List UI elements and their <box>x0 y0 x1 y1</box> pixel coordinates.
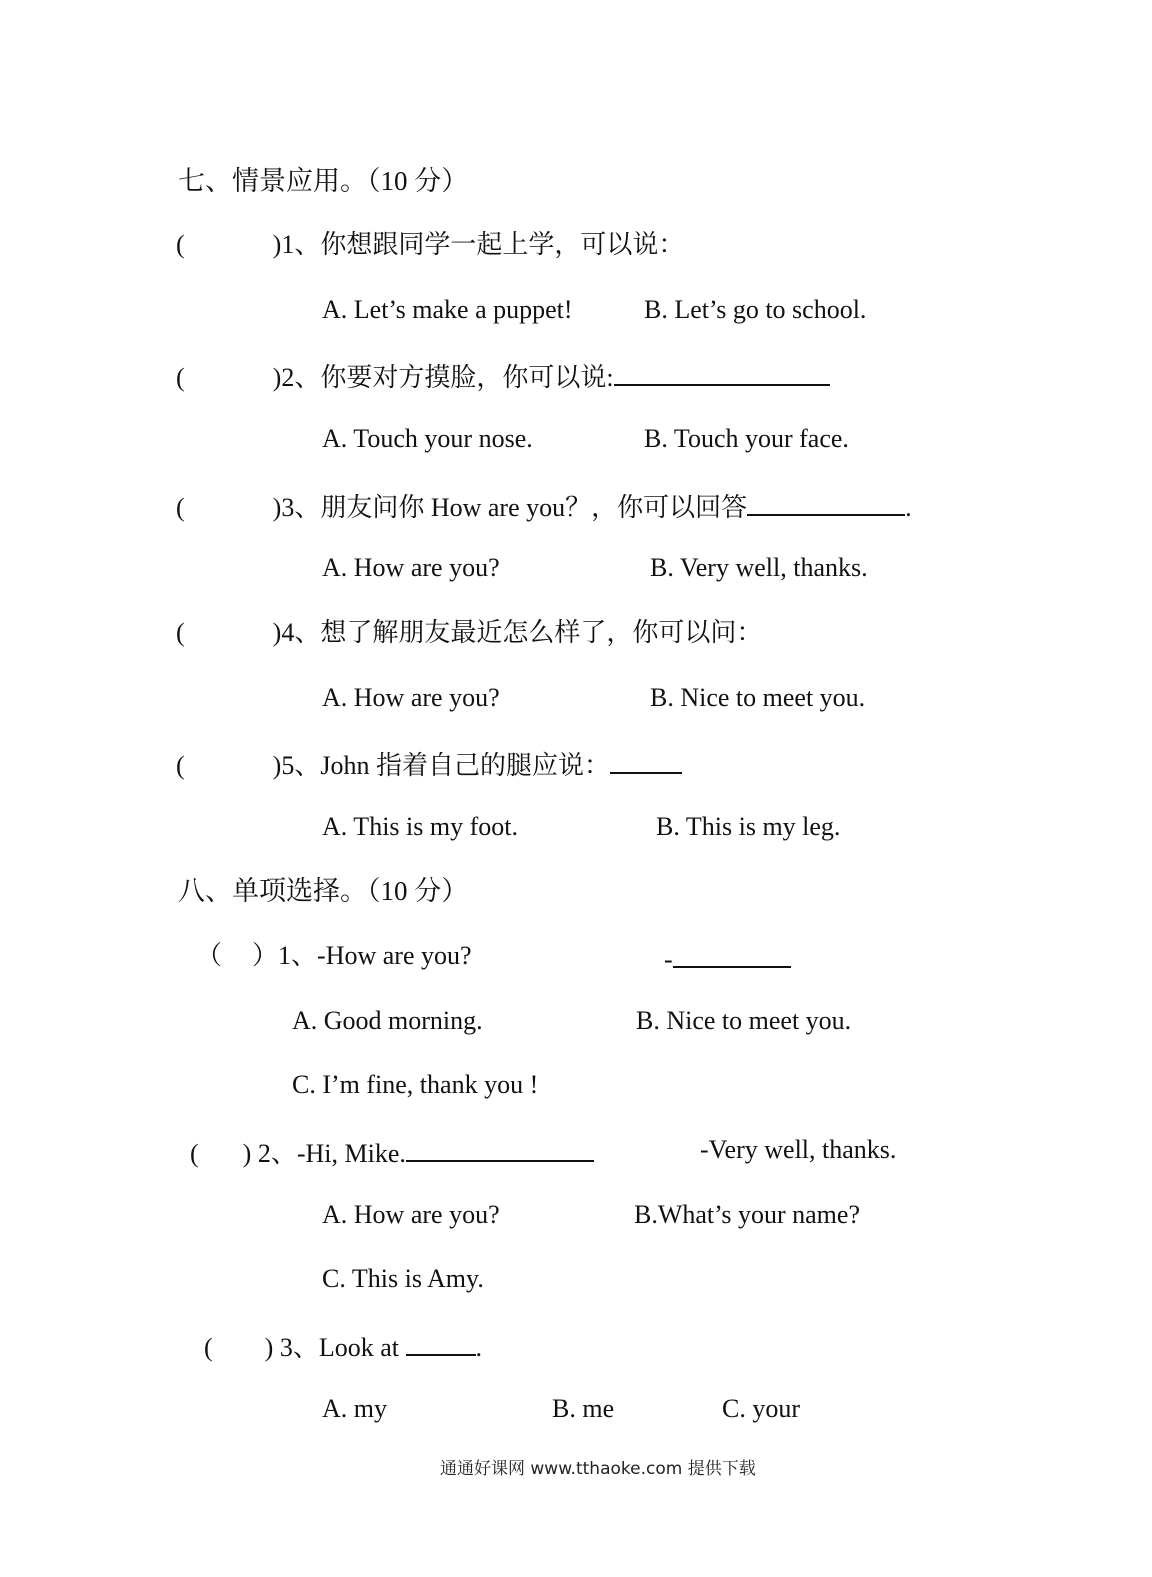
fill-blank[interactable] <box>406 1328 476 1356</box>
option-8-2-a: A. How are you? <box>322 1200 500 1229</box>
option-7-3-a: A. How are you? <box>322 553 500 582</box>
section-8-title: 八、单项选择。（10 分） <box>178 876 469 906</box>
question-number: )3、 <box>272 493 321 522</box>
option-7-3-b: B. Very well, thanks. <box>650 553 868 582</box>
option-7-2-a: A. Touch your nose. <box>322 424 533 453</box>
fill-blank[interactable] <box>747 488 905 516</box>
option-7-2-b: B. Touch your face. <box>644 424 849 453</box>
option-8-3-a: A. my <box>322 1394 387 1423</box>
option-8-3-b: B. me <box>552 1394 615 1423</box>
answer-paren-open: ( <box>176 493 185 522</box>
answer-paren-open: ( <box>176 751 185 780</box>
option-8-1-a: A. Good morning. <box>292 1006 483 1035</box>
answer-paren-open: ( <box>176 618 185 647</box>
question-text: 你要对方摸脸，你可以说: <box>320 363 614 392</box>
fill-blank[interactable] <box>610 746 682 774</box>
option-8-1-c: C. I’m fine, thank you ! <box>292 1070 539 1099</box>
question-text: 朋友问你 How are you？，你可以回答 <box>320 493 748 522</box>
answer-paren-open: ( <box>176 363 185 392</box>
fill-blank[interactable] <box>614 358 830 386</box>
answer-paren-open: ( <box>176 230 185 259</box>
question-number: )4、 <box>272 618 321 647</box>
footer-download-note: 通通好课网 www.tthaoke.com 提供下载 <box>440 1459 756 1479</box>
option-8-2-b: B.What’s your name? <box>634 1200 860 1229</box>
question-8-3 <box>204 1328 482 1364</box>
answer-paren-open: （ <box>196 941 223 970</box>
question-text: Look at <box>318 1333 399 1362</box>
fill-blank[interactable] <box>406 1134 594 1162</box>
fill-blank[interactable] <box>673 940 791 968</box>
question-8-2 <box>190 1134 594 1170</box>
question-7-5 <box>176 746 682 782</box>
option-7-5-b: B. This is my leg. <box>656 812 841 841</box>
question-tail: . <box>475 1333 482 1362</box>
question-text: -Hi, Mike. <box>296 1139 406 1168</box>
question-7-1 <box>176 229 684 261</box>
question-text: -How are you? <box>317 941 472 970</box>
option-7-1-a: A. Let’s make a puppet! <box>322 295 573 324</box>
option-8-1-b: B. Nice to meet you. <box>636 1006 852 1035</box>
answer-paren-open: ( <box>204 1333 213 1362</box>
question-text: 想了解朋友最近怎么样了，你可以问： <box>320 618 763 647</box>
response-8-1 <box>664 940 791 976</box>
section-7-title: 七、情景应用。（10 分） <box>178 166 469 196</box>
question-7-2 <box>176 358 830 394</box>
question-7-3 <box>176 488 912 524</box>
response-prefix: - <box>664 945 673 974</box>
question-number: ) 2、 <box>242 1139 297 1168</box>
option-7-1-b: B. Let’s go to school. <box>644 295 867 324</box>
question-text: John 指着自己的腿应说： <box>320 751 610 780</box>
question-number: )2、 <box>272 363 321 392</box>
option-7-4-b: B. Nice to meet you. <box>650 683 866 712</box>
option-8-2-c: C. This is Amy. <box>322 1264 484 1293</box>
question-text: 你想跟同学一起上学，可以说： <box>320 230 685 259</box>
question-number: ) 3、 <box>264 1333 319 1362</box>
question-8-1 <box>196 940 472 972</box>
response-8-2: -Very well, thanks. <box>700 1135 897 1164</box>
answer-paren-open: ( <box>190 1139 199 1168</box>
question-number: )1、 <box>272 230 321 259</box>
option-7-5-a: A. This is my foot. <box>322 812 518 841</box>
question-number: )5、 <box>272 751 321 780</box>
option-7-4-a: A. How are you? <box>322 683 500 712</box>
question-7-4 <box>176 617 762 649</box>
question-tail: . <box>905 493 912 522</box>
question-number: ）1、 <box>252 941 318 970</box>
option-8-3-c: C. your <box>722 1394 800 1423</box>
